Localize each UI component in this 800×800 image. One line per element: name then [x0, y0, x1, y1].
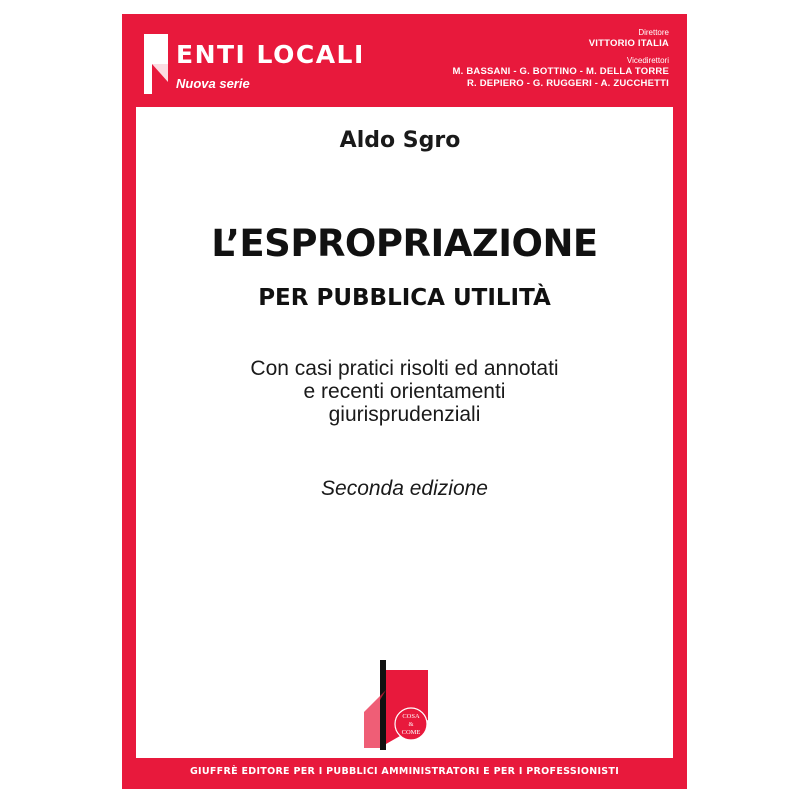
book-subtitle: PER PUBBLICA UTILITÀ: [258, 285, 551, 311]
director-name: VITTORIO ITALIA: [588, 38, 669, 49]
series-logo-icon: [144, 34, 168, 94]
director-role: Direttore: [638, 28, 669, 37]
vice-directors-line-1: M. BASSANI - G. BOTTINO - M. DELLA TORRE: [452, 66, 669, 77]
publisher-logo-text: COME: [401, 729, 421, 736]
description-line: giurisprudenziali: [328, 403, 481, 426]
book-description: [136, 357, 673, 426]
editorial-board: [453, 28, 669, 90]
series-title: ENTI LOCALI: [176, 40, 365, 69]
vice-directors-role: Vicedirettori: [626, 56, 669, 65]
publisher-line: GIUFFRÈ EDITORE PER I PUBBLICI AMMINISTRATORI E PER I PROFESSIONISTI: [189, 766, 620, 777]
book-edition: Seconda edizione: [321, 477, 488, 500]
book-author: Aldo Sgro: [339, 128, 461, 153]
series-subtitle: Nuova serie: [176, 76, 250, 91]
description-line: e recenti orientamenti: [303, 380, 506, 403]
vice-directors-line-2: R. DEPIERO - G. RUGGERI - A. ZUCCHETTI: [466, 78, 669, 89]
publisher-logo-icon: [350, 660, 435, 750]
publisher-logo-text: &: [408, 721, 414, 728]
publisher-logo-text: COSA: [402, 713, 420, 720]
description-line: Con casi pratici risolti ed annotati: [250, 357, 559, 380]
book-title: L’ESPROPRIAZIONE: [211, 222, 598, 265]
